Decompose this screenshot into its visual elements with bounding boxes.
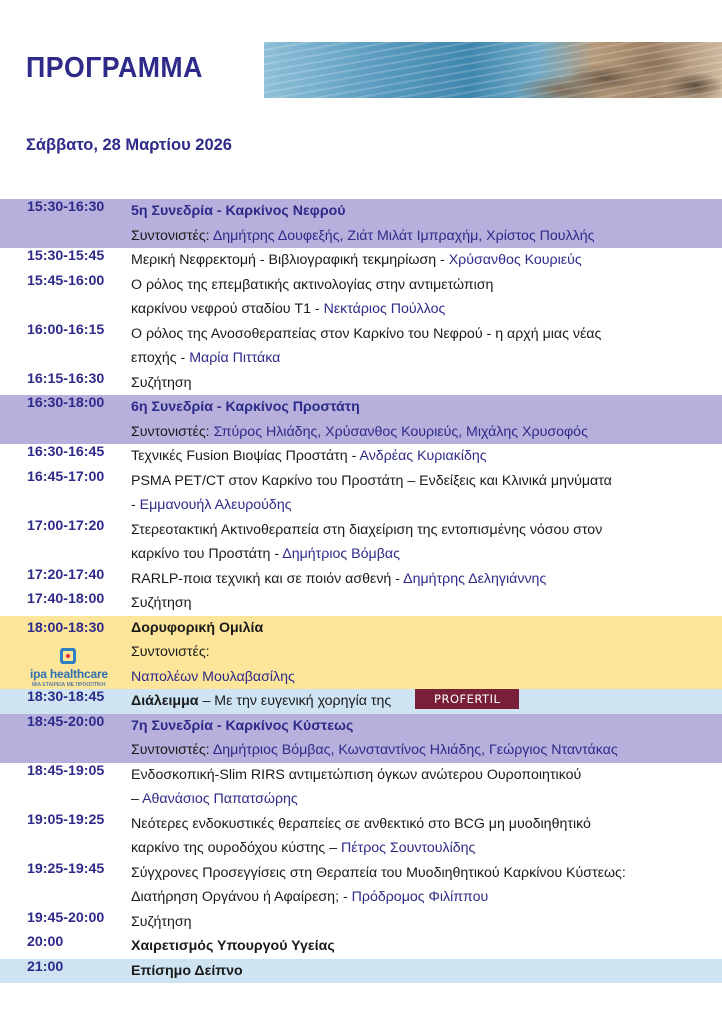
talk-title: Ο ρόλος της επεμβατικής ακτινολογίας στην αντιμετώπιση bbox=[131, 276, 494, 293]
session-time: 15:30-16:30 bbox=[27, 199, 105, 215]
talk-time: 16:15-16:30 bbox=[27, 370, 105, 387]
session-7-header bbox=[0, 714, 722, 763]
event-time: 21:00 bbox=[27, 958, 64, 975]
talk-speaker: Νεκτάριος Πούλλος bbox=[323, 301, 446, 317]
talk-time: 19:25-19:45 bbox=[27, 860, 105, 877]
session-title: 7η Συνεδρία - Καρκίνος Κύστεως bbox=[131, 717, 354, 734]
discussion-row bbox=[0, 591, 722, 616]
talk-title: Στερεοτακτική Ακτινοθεραπεία στη διαχείριση της εντοπισμένης νόσου στον bbox=[131, 521, 603, 538]
minister-greeting-row bbox=[0, 934, 722, 959]
talk-speaker: Πέτρος Σουντουλίδης bbox=[341, 840, 476, 856]
session-time: 18:45-20:00 bbox=[27, 713, 105, 730]
talk-speaker: Δημήτρης Δεληγιάννης bbox=[403, 570, 547, 587]
session-chairs bbox=[131, 738, 714, 763]
talk-title: PSMA PET/CT στον Καρκίνο του Προστάτη – Ενδείξεις και Κλινικά μηνύματα bbox=[131, 472, 612, 489]
talk-time: 19:05-19:25 bbox=[27, 811, 105, 828]
talk-time: 17:20-17:40 bbox=[27, 566, 105, 583]
talk-title-cont: καρκίνο του Προστάτη - bbox=[131, 546, 283, 562]
ipa-logo-icon bbox=[60, 648, 76, 664]
talk-title: Τεχνικές Fusion Βιοψίας Προστάτη - bbox=[131, 448, 360, 464]
event-time: 20:00 bbox=[27, 934, 64, 950]
chairs-names: Σπύρος Ηλιάδης, Χρύσανθος Κουριεύς, Μιχάλης Χρυσοφός bbox=[213, 423, 588, 440]
talk-row bbox=[0, 322, 722, 371]
talk-row bbox=[0, 567, 722, 592]
chairs-label: Συντονιστές: bbox=[131, 227, 210, 244]
chairs-names: Δημήτριος Βόμβας, Κωνσταντίνος Ηλιάδης, Γεώργιος Νταντάκας bbox=[212, 742, 618, 758]
talk-speaker: Χρύσανθος Κουριεύς bbox=[448, 252, 582, 268]
talk-row bbox=[0, 444, 722, 469]
banner-wave-texture bbox=[264, 42, 722, 98]
event-title: Επίσημο Δείπνο bbox=[131, 962, 243, 979]
talk-time: 15:45-16:00 bbox=[27, 272, 105, 289]
talk-row bbox=[0, 469, 722, 518]
talk-title: Μερική Νεφρεκτομή - Βιβλιογραφική τεκμηρίωση - bbox=[131, 252, 449, 268]
official-dinner-row bbox=[0, 959, 722, 984]
break-time: 18:30-18:45 bbox=[27, 689, 105, 705]
discussion-label: Συζήτηση bbox=[131, 913, 192, 930]
talk-time: 15:30-15:45 bbox=[27, 248, 105, 264]
talk-row bbox=[0, 518, 722, 567]
talk-title-cont: - bbox=[131, 497, 140, 513]
talk-title: Νεότερες ενδοκυστικές θεραπείες σε ανθεκτικό στο BCG μη μυοδιηθητικό bbox=[131, 815, 591, 832]
talk-time: 16:30-16:45 bbox=[27, 444, 105, 460]
talk-title-cont: καρκίνο της ουροδόχου κύστης – bbox=[131, 840, 342, 856]
discussion-row bbox=[0, 371, 722, 396]
profertil-logo: PROFERTIL bbox=[415, 689, 519, 709]
talk-time: 16:00-16:15 bbox=[27, 321, 105, 338]
chairs-label: Συντονιστές: bbox=[131, 423, 210, 440]
schedule bbox=[0, 199, 722, 983]
chairs-names: Δημήτρης Δουφεξής, Ζιάτ Μιλάτ Ιμπραχήμ, Χρίστος Πουλλής bbox=[212, 227, 595, 244]
chairs-names: Ναπολέων Μουλαβασίλης bbox=[131, 668, 295, 685]
talk-title: RARLP-ποια τεχνική και σε ποιόν ασθενή - bbox=[131, 570, 404, 587]
talk-speaker: Αθανάσιος Παπατσώρης bbox=[142, 791, 298, 807]
session-title: 6η Συνεδρία - Καρκίνος Προστάτη bbox=[131, 399, 360, 415]
break-label: Διάλειμμα bbox=[131, 693, 199, 709]
ipa-logo-text: ipa healthcare bbox=[30, 666, 108, 681]
event-title: Χαιρετισμός Υπουργού Υγείας bbox=[131, 938, 335, 954]
talk-title-cont: – bbox=[131, 791, 143, 807]
sea-rocks-banner-image bbox=[264, 42, 722, 98]
session-5-header bbox=[0, 199, 722, 248]
break-text: – Με την ευγενική χορηγία της bbox=[198, 693, 392, 709]
talk-speaker: Ανδρέας Κυριακίδης bbox=[359, 448, 487, 464]
session-title: Δορυφορική Ομιλία bbox=[131, 619, 264, 636]
session-time: 16:30-18:00 bbox=[27, 395, 105, 411]
talk-time: 18:45-19:05 bbox=[27, 762, 105, 779]
talk-title-cont: εποχής - bbox=[131, 350, 190, 366]
date-heading: Σάββατο, 28 Μαρτίου 2026 bbox=[26, 136, 232, 154]
talk-time: 19:45-20:00 bbox=[27, 909, 105, 926]
page-title: ΠΡΟΓΡΑΜΜΑ bbox=[26, 52, 203, 84]
talk-time: 17:40-18:00 bbox=[27, 591, 105, 607]
discussion-label: Συζήτηση bbox=[131, 595, 192, 611]
talk-title-cont: καρκίνου νεφρού σταδίου T1 - bbox=[131, 301, 324, 317]
talk-row bbox=[0, 273, 722, 322]
satellite-lecture bbox=[0, 616, 722, 690]
coffee-break bbox=[0, 689, 722, 714]
chairs-label: Συντονιστές: bbox=[131, 742, 210, 758]
ipa-healthcare-logo bbox=[30, 648, 122, 688]
talk-speaker: Εμμανουήλ Αλευρούδης bbox=[139, 497, 292, 513]
session-6-header bbox=[0, 395, 722, 444]
talk-row bbox=[0, 812, 722, 861]
discussion-row bbox=[0, 910, 722, 935]
talk-row bbox=[0, 861, 722, 910]
talk-speaker: Μαρία Πιττάκα bbox=[189, 350, 281, 366]
talk-title-cont: Διατήρηση Οργάνου ή Αφαίρεση; - bbox=[131, 889, 352, 905]
talk-title: Ενδοσκοπική-Slim RIRS αντιμετώπιση όγκων ανώτερου Ουροποιητικού bbox=[131, 766, 582, 783]
chairs-label: Συντονιστές: bbox=[131, 644, 210, 660]
talk-title: Σύγχρονες Προσεγγίσεις στη Θεραπεία του Μυοδιηθητικού Καρκίνου Κύστεως: bbox=[131, 864, 626, 881]
session-time: 18:00-18:30 bbox=[27, 619, 105, 636]
talk-row bbox=[0, 248, 722, 273]
talk-time: 17:00-17:20 bbox=[27, 517, 105, 534]
session-title: 5η Συνεδρία - Καρκίνος Νεφρού bbox=[131, 203, 346, 219]
ipa-logo-tagline: ΜΙΑ ΕΤΑΙΡΕΙΑ ΜΕ ΠΡΟΟΠΤΙΚΗ bbox=[32, 681, 106, 688]
talk-speaker: Πρόδρομος Φιλίππου bbox=[351, 889, 489, 905]
talk-title: Ο ρόλος της Ανοσοθεραπείας στον Καρκίνο του Νεφρού - η αρχή μιας νέας bbox=[131, 325, 602, 342]
talk-row bbox=[0, 763, 722, 812]
talk-time: 16:45-17:00 bbox=[27, 468, 105, 485]
discussion-label: Συζήτηση bbox=[131, 374, 192, 391]
session-chairs bbox=[131, 420, 714, 445]
session-chairs bbox=[131, 224, 714, 249]
talk-speaker: Δημήτριος Βόμβας bbox=[282, 546, 400, 562]
